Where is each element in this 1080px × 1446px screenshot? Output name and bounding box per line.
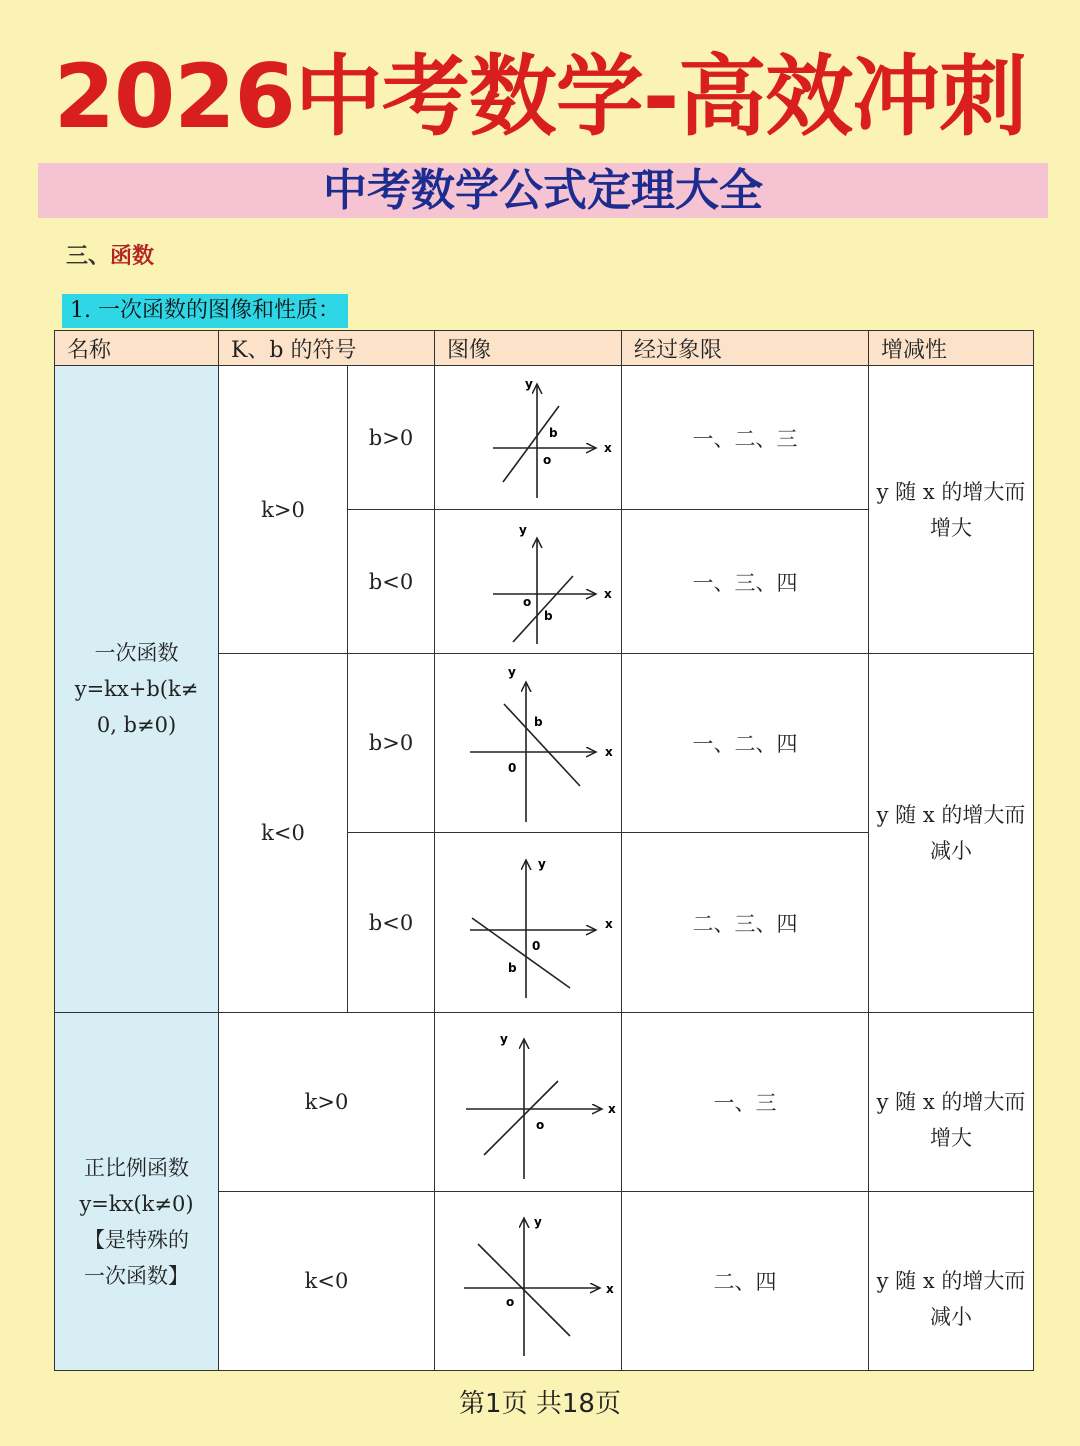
section-name: 函数 <box>110 243 155 269</box>
name-line: 一次函数 <box>94 641 179 665</box>
subtitle-band <box>38 163 1048 218</box>
graph-k-neg-b-neg <box>450 838 613 1008</box>
graph-k-pos-b-neg <box>453 514 612 650</box>
graph-cell <box>435 1192 622 1371</box>
origin-label: 0 <box>508 761 517 775</box>
origin-label: o <box>506 1295 515 1309</box>
graph-cell <box>435 833 622 1013</box>
table-row <box>55 366 1034 510</box>
name-line: 一次函数】 <box>84 1263 189 1288</box>
monotonic-line: 增大 <box>930 1126 973 1150</box>
monotonicity-cell <box>869 366 1034 654</box>
header-quadrants: 经过象限 <box>622 331 869 366</box>
table-row <box>55 1013 1034 1192</box>
monotonic-line: 减小 <box>930 1305 973 1329</box>
k-sign-cell: k>0 <box>219 1013 435 1192</box>
function-line <box>503 406 559 482</box>
graph-cell <box>435 1013 622 1192</box>
monotonic-line: y 随 x 的增大而 <box>876 1090 1026 1114</box>
k-sign-cell: k>0 <box>219 366 348 654</box>
y-label: y <box>508 665 516 679</box>
b-sign-cell: b>0 <box>348 654 435 833</box>
header-kb-signs: K、b 的符号 <box>219 331 435 366</box>
function-line <box>484 1081 558 1155</box>
origin-label: o <box>536 1118 545 1132</box>
x-label: x <box>604 586 612 601</box>
section-heading <box>66 240 154 272</box>
x-label: x <box>608 1102 616 1116</box>
monotonic-line: y 随 x 的增大而 <box>876 479 1026 504</box>
monotonicity-cell <box>869 1192 1034 1371</box>
graph-proportional-k-pos <box>448 1017 616 1187</box>
x-label: x <box>605 916 613 931</box>
origin-label: o <box>543 452 552 467</box>
quadrants-cell: 一、二、三 <box>622 366 869 510</box>
b-sign-cell: b>0 <box>348 366 435 510</box>
name-line: 0, b≠0) <box>96 713 177 737</box>
monotonic-line: y 随 x 的增大而 <box>876 803 1026 827</box>
subsection-heading: 1. 一次函数的图像和性质： <box>62 294 348 328</box>
main-title: 2026中考数学-高效冲刺 <box>53 45 1027 148</box>
graph-cell <box>435 366 622 510</box>
b-label: b <box>549 425 558 440</box>
monotonic-line: 增大 <box>930 515 973 540</box>
quadrants-cell: 一、三、四 <box>622 510 869 654</box>
linear-function-table <box>54 330 1034 1371</box>
subtitle: 中考数学公式定理大全 <box>323 165 763 216</box>
proportional-function-name <box>55 1013 219 1371</box>
name-line: y=kx(k≠0) <box>79 1191 194 1216</box>
quadrants-cell: 二、三、四 <box>622 833 869 1013</box>
monotonic-line: y 随 x 的增大而 <box>876 1269 1026 1293</box>
name-line: 正比例函数 <box>84 1155 189 1180</box>
page-footer: 第1页 共18页 <box>459 1389 621 1419</box>
header-monotonicity: 增减性 <box>869 331 1034 366</box>
x-label: x <box>604 440 612 455</box>
k-sign-cell: k<0 <box>219 1192 435 1371</box>
graph-k-neg-b-pos <box>450 658 613 828</box>
origin-label: o <box>523 594 532 609</box>
quadrants-cell: 一、二、四 <box>622 654 869 833</box>
b-sign-cell: b<0 <box>348 833 435 1013</box>
table-header-row <box>55 331 1034 366</box>
graph-cell <box>435 510 622 654</box>
x-label: x <box>605 745 613 759</box>
b-label: b <box>544 608 553 623</box>
graph-k-pos-b-pos <box>453 370 612 506</box>
name-line: 【是特殊的 <box>84 1227 189 1252</box>
header-graph: 图像 <box>435 331 622 366</box>
function-line <box>513 576 573 642</box>
function-line <box>472 918 570 988</box>
section-number: 三、 <box>66 243 111 269</box>
y-label: y <box>525 376 533 391</box>
monotonicity-cell <box>869 654 1034 1013</box>
y-label: y <box>519 522 527 537</box>
x-label: x <box>606 1282 614 1296</box>
quadrants-cell: 一、三 <box>622 1013 869 1192</box>
name-line: y=kx+b(k≠ <box>74 677 199 701</box>
monotonicity-cell <box>869 1013 1034 1192</box>
monotonic-line: 减小 <box>930 839 973 863</box>
origin-label: 0 <box>532 938 541 953</box>
b-sign-cell: b<0 <box>348 510 435 654</box>
linear-function-name <box>55 366 219 1013</box>
header-name: 名称 <box>55 331 219 366</box>
y-label: y <box>500 1032 508 1046</box>
y-label: y <box>534 1215 542 1229</box>
b-label: b <box>534 715 543 729</box>
y-label: y <box>538 856 546 871</box>
b-label: b <box>508 960 517 975</box>
k-sign-cell: k<0 <box>219 654 348 1013</box>
quadrants-cell: 二、四 <box>622 1192 869 1371</box>
graph-proportional-k-neg <box>448 1196 614 1366</box>
graph-cell <box>435 654 622 833</box>
